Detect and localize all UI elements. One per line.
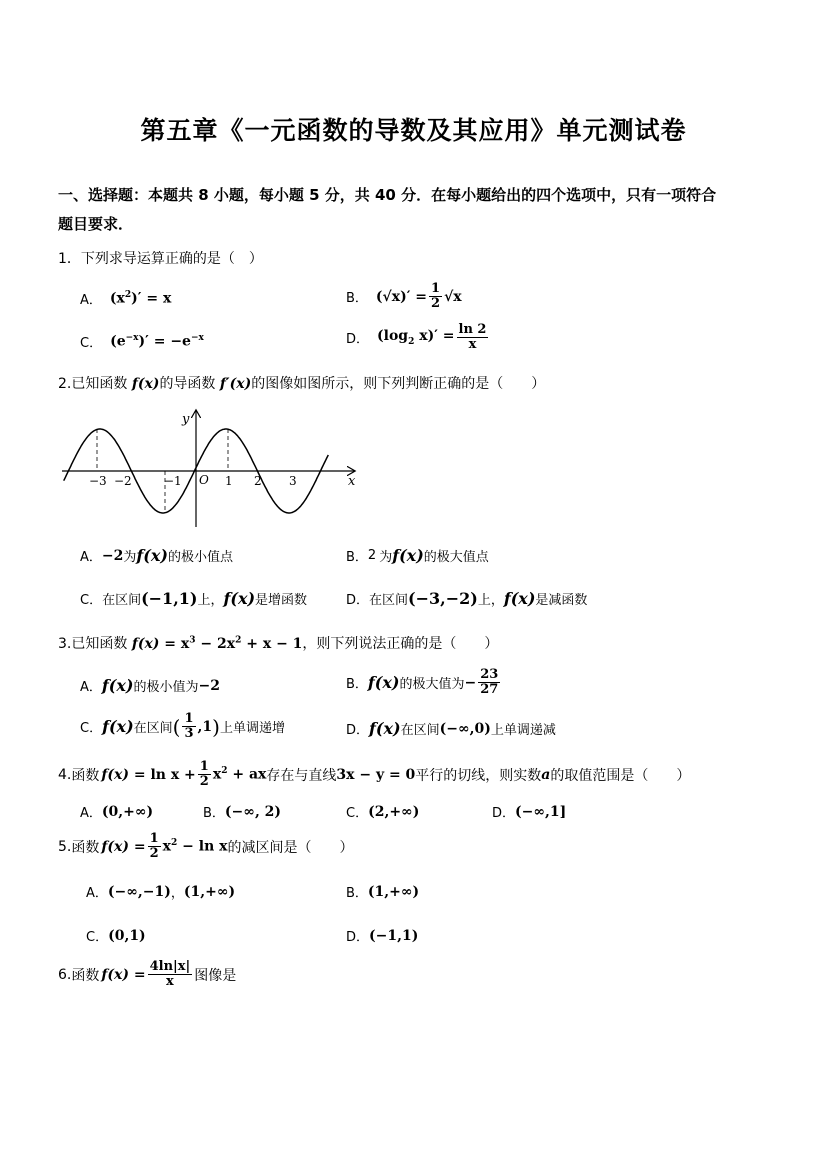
option-label: B． — [346, 677, 368, 693]
formula: (√x)′ = — [375, 288, 428, 305]
formula: −2 — [198, 677, 220, 694]
formula: f(x) — [131, 376, 160, 392]
question-1-option-b — [346, 282, 462, 312]
stem-text: 存在与直线 — [266, 767, 337, 784]
formula: f(x) — [223, 589, 256, 608]
tick-label-minus-2: −2 — [114, 474, 132, 488]
stem-text: 已知函数 — [71, 636, 128, 652]
option-text: 为 — [379, 550, 393, 565]
option-label: C． — [80, 336, 103, 351]
question-5-option-d — [346, 926, 418, 945]
formula: (−1,1) — [141, 589, 198, 608]
numerator: 1 — [184, 711, 194, 726]
option-text: 的极大值点 — [423, 550, 489, 565]
option-text: 在区间 — [400, 723, 440, 738]
tick-label-minus-1: −1 — [164, 474, 182, 488]
stem-text: 函数 — [71, 839, 100, 856]
question-4-stem — [58, 760, 690, 790]
question-number: 4. — [58, 766, 72, 783]
question-5-option-c — [86, 926, 146, 945]
option-label: A． — [80, 806, 102, 821]
question-2-option-b — [346, 546, 489, 565]
question-2-option-d — [346, 589, 587, 608]
formula-fraction — [148, 960, 193, 990]
question-2-stem — [58, 373, 545, 393]
question-5-stem — [58, 832, 353, 862]
option-text: 上， — [477, 593, 504, 608]
question-1-option-d — [346, 323, 490, 353]
tick-label-1: 1 — [225, 474, 233, 488]
formula-fraction: $\frac{\ln 2}{x}$ — [458, 322, 487, 353]
option-label: B． — [203, 806, 225, 821]
formula: (−1,1) — [369, 927, 419, 944]
formula: f(x) — [392, 546, 424, 565]
y-axis-label: y — [182, 412, 190, 427]
stem-text: 的图像如图所示，则下列判断正确的是（ ） — [251, 376, 546, 392]
question-3-option-c — [80, 712, 285, 742]
page-title: 第五章《一元函数的导数及其应用》单元测试卷 — [140, 116, 687, 145]
denominator: 27 — [480, 682, 499, 698]
option-text: 为 — [123, 550, 137, 565]
formula: f(x) — [367, 673, 400, 693]
question-2-option-c — [80, 589, 307, 608]
numerator: 23 — [480, 667, 499, 682]
formula: $(e^{-x})' = -e^{-x}$ — [110, 333, 204, 350]
formula: (−∞, 2) — [224, 803, 282, 820]
formula-fraction: $\frac{1}{2}$ — [199, 759, 209, 790]
question-3-option-b — [346, 668, 502, 698]
formula-fraction — [478, 668, 500, 698]
question-number: 2. — [58, 376, 72, 392]
option-label: C． — [80, 721, 103, 737]
option-text: 上单调递减 — [490, 723, 556, 738]
question-4-option-c — [346, 802, 419, 821]
formula: √x — [444, 288, 462, 305]
option-label: A． — [80, 550, 102, 565]
question-1-stem: 1．下列求导运算正确的是（ ） — [58, 251, 263, 267]
option-label: A． — [80, 293, 102, 308]
formula: f(x) = ln x + — [101, 766, 196, 783]
option-text: 的极小值为 — [133, 680, 199, 695]
formula: f(x) — [369, 719, 401, 738]
formula: (2,+∞) — [368, 803, 420, 820]
formula: (0,+∞) — [101, 803, 154, 820]
formula: ( — [172, 714, 181, 739]
formula: f′(x) — [219, 376, 252, 392]
option-label: A． — [86, 886, 108, 901]
origin-label: O — [199, 473, 209, 487]
tick-label-2: 2 — [254, 474, 262, 488]
formula: (0,1) — [108, 927, 146, 944]
question-number: 5. — [58, 838, 72, 855]
formula: (−∞,0) — [439, 720, 491, 737]
question-4-option-b — [203, 802, 281, 821]
option-text: 上， — [197, 593, 224, 608]
question-4-option-d — [492, 802, 566, 821]
formula-fraction: $\frac{1}{2}$ — [431, 281, 441, 312]
option-label: D．在区间 — [346, 593, 409, 608]
stem-text: 的减区间是（ ） — [227, 839, 354, 856]
question-5-option-b — [346, 882, 419, 901]
section-line-1: 一、选择题：本题共 8 小题，每小题 5 分，共 40 分．在每小题给出的四个选项中，只有一项符合 — [58, 186, 717, 204]
option-label: B． — [346, 550, 368, 565]
question-number: 6. — [58, 966, 72, 983]
question-3-option-a — [80, 676, 220, 695]
question-2-option-a — [80, 546, 233, 565]
question-1-option-c — [80, 332, 204, 351]
question-1-option-a — [80, 289, 171, 308]
numerator: 4ln|x| — [149, 959, 191, 974]
formula: (1,+∞) — [367, 883, 420, 900]
formula: f(x) = — [101, 838, 146, 855]
formula: (−∞,1] — [515, 803, 567, 820]
option-text: 上单调递增 — [219, 721, 285, 737]
option-label: C． — [346, 806, 369, 821]
option-text: 2 — [367, 548, 377, 563]
formula: (−3,−2) — [408, 589, 478, 608]
formula-fraction — [182, 712, 195, 742]
formula: f(x) — [102, 717, 134, 737]
option-text: 是减函数 — [535, 593, 588, 608]
formula: f(x) — [136, 546, 168, 565]
formula: ($\log_2$ x)′ = — [377, 328, 455, 348]
denominator: x — [166, 974, 174, 990]
question-4-option-a — [80, 802, 153, 821]
formula: f(x) — [101, 676, 134, 695]
tick-label-minus-3: −3 — [89, 474, 107, 488]
formula: $(x^2)' = x$ — [109, 290, 172, 307]
stem-text: 平行的切线，则实数 — [415, 767, 542, 784]
question-5-option-a — [86, 882, 235, 901]
formula: (1,+∞) — [183, 883, 236, 900]
formula: − — [464, 674, 477, 691]
formula: ) — [212, 714, 220, 739]
stem-text: 图像是 — [194, 967, 237, 984]
formula: $x^2$ + ax — [212, 766, 267, 784]
derivative-graph — [58, 405, 363, 530]
option-label: D． — [492, 806, 516, 821]
formula: a — [541, 766, 551, 783]
option-text: 在区间 — [133, 721, 173, 737]
formula: −2 — [101, 547, 124, 564]
option-label: D． — [346, 930, 370, 945]
x-axis-label: x — [348, 474, 356, 489]
formula: (−∞,−1) — [107, 883, 171, 900]
formula-fraction: $\frac{1}{2}$ — [149, 831, 159, 862]
option-label: C． — [86, 930, 109, 945]
denominator: 3 — [184, 726, 194, 742]
option-text: 的极小值点 — [167, 550, 233, 565]
question-3-stem — [58, 633, 498, 653]
option-label: D． — [346, 723, 370, 738]
question-number: 3. — [58, 636, 72, 652]
formula: ,1 — [197, 718, 213, 735]
formula: $f(x) = x^3 - 2x^2 + x - 1$ — [131, 635, 303, 652]
option-text: 的极大值为 — [399, 677, 465, 693]
formula: f(x) = — [101, 966, 146, 983]
option-label: B． — [346, 291, 368, 307]
formula: f(x) — [503, 589, 536, 608]
stem-text: 函数 — [71, 967, 100, 984]
question-3-option-d — [346, 719, 556, 738]
stem-text: 函数 — [71, 767, 100, 784]
option-text: 是增函数 — [255, 593, 308, 608]
formula: 3x − y = 0 — [336, 766, 416, 783]
option-label: A． — [80, 680, 102, 695]
option-label: C．在区间 — [80, 593, 142, 608]
section-heading — [58, 181, 778, 239]
stem-text: 的取值范围是（ ） — [550, 767, 691, 784]
formula: $x^2 - \ln x$ — [162, 838, 228, 856]
option-label: B． — [346, 886, 368, 901]
option-label: D． — [346, 332, 370, 348]
stem-text: ，则下列说法正确的是（ ） — [302, 636, 499, 652]
section-line-2: 题目要求． — [58, 215, 134, 233]
question-6-stem — [58, 960, 236, 990]
stem-text: 的导函数 — [159, 376, 216, 392]
tick-label-3: 3 — [289, 474, 297, 488]
stem-text: 已知函数 — [71, 376, 128, 392]
option-text: ， — [170, 886, 184, 901]
